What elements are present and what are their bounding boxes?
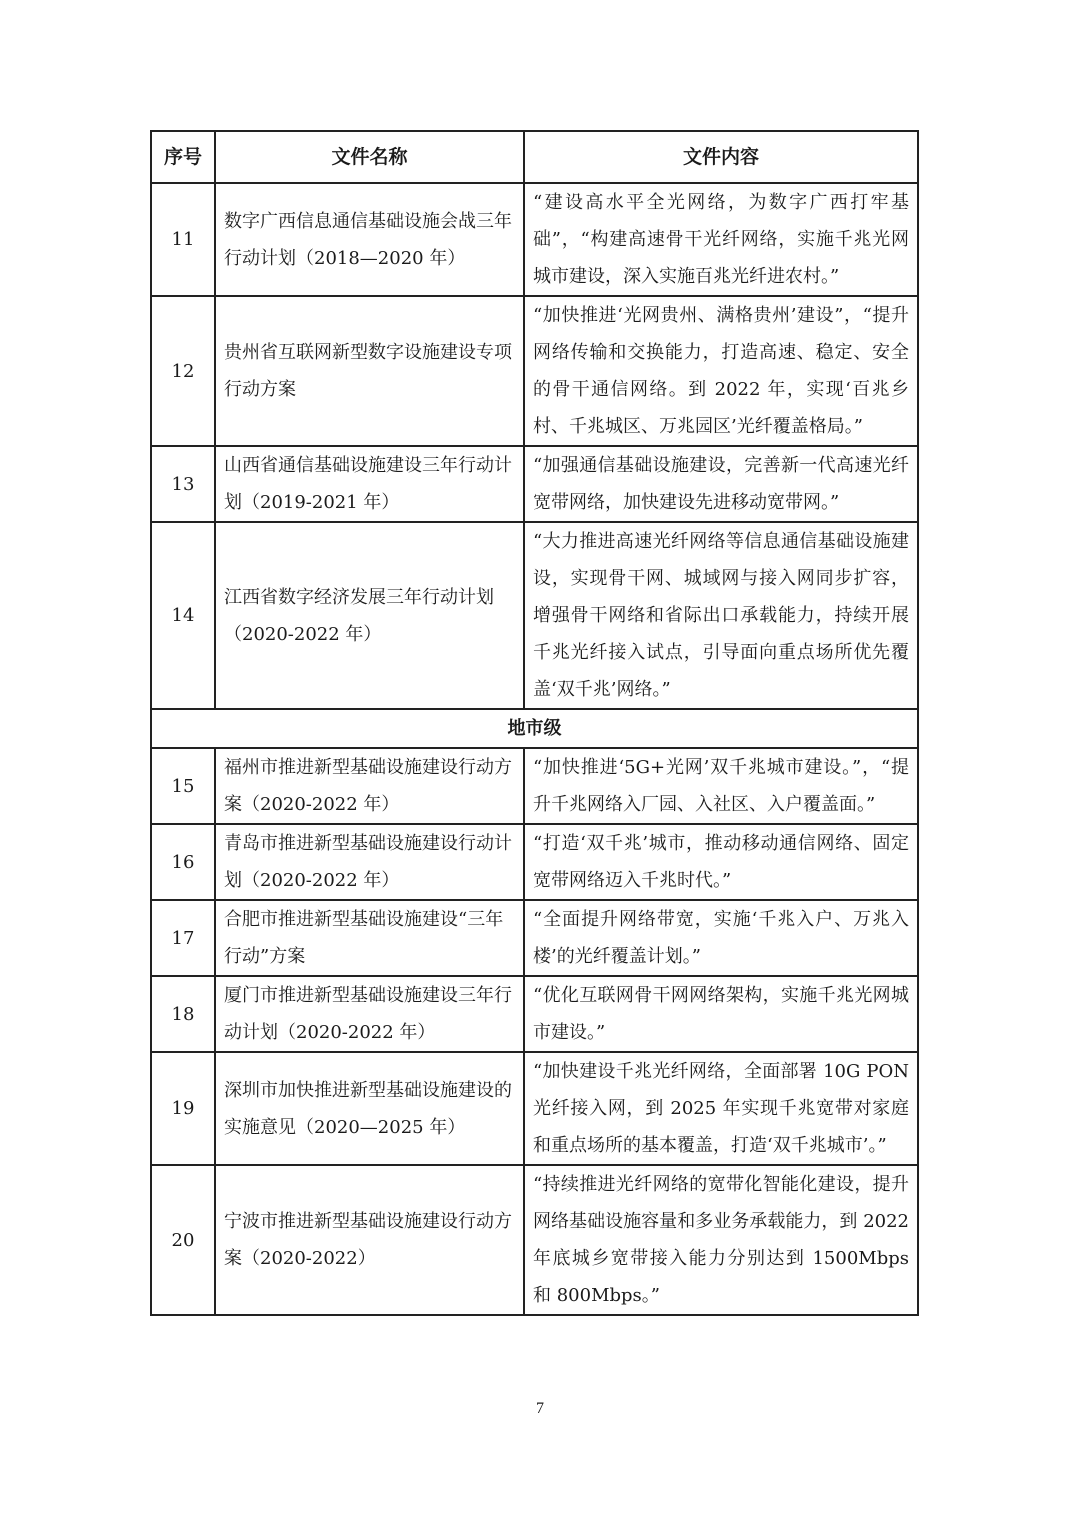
row-number: 20 (151, 1165, 215, 1315)
row-document-content: “持续推进光纤网络的宽带化智能化建设，提升网络基础设施容量和多业务承载能力，到 2022 年底城乡宽带接入能力分别达到 1500Mbps 和 800Mbps。” (524, 1165, 918, 1315)
table-row (151, 1165, 918, 1315)
header-serial-number: 序号 (151, 131, 215, 183)
row-document-name: 数字广西信息通信基础设施会战三年行动计划（2018—2020 年） (215, 183, 524, 296)
row-document-name: 江西省数字经济发展三年行动计划（2020-2022 年） (215, 522, 524, 709)
row-document-content: “加强通信基础设施建设，完善新一代高速光纤宽带网络，加快建设先进移动宽带网。” (524, 446, 918, 522)
row-number: 18 (151, 976, 215, 1052)
row-document-name: 宁波市推进新型基础设施建设行动方案（2020-2022） (215, 1165, 524, 1315)
table-row (151, 522, 918, 709)
row-number: 16 (151, 824, 215, 900)
row-document-content: “大力推进高速光纤网络等信息通信基础设施建设，实现骨干网、城域网与接入网同步扩容，增强骨干网络和省际出口承载能力，持续开展千兆光纤接入试点，引导面向重点场所优先覆盖‘双千兆’网络。” (524, 522, 918, 709)
policy-document-table (150, 130, 919, 1316)
section-label-city-level: 地市级 (151, 709, 918, 748)
page-number: 7 (536, 1400, 544, 1417)
row-number: 17 (151, 900, 215, 976)
row-document-name: 厦门市推进新型基础设施建设三年行动计划（2020-2022 年） (215, 976, 524, 1052)
row-document-name: 青岛市推进新型基础设施建设行动计划（2020-2022 年） (215, 824, 524, 900)
row-document-content: “打造‘双千兆’城市，推动移动通信网络、固定宽带网络迈入千兆时代。” (524, 824, 918, 900)
row-document-name: 福州市推进新型基础设施建设行动方案（2020-2022 年） (215, 748, 524, 824)
table-row (151, 183, 918, 296)
row-document-content: “加快建设千兆光纤网络，全面部署 10G PON 光纤接入网，到 2025 年实现千兆宽带对家庭和重点场所的基本覆盖，打造‘双千兆城市’。” (524, 1052, 918, 1165)
row-document-content: “优化互联网骨干网网络架构，实施千兆光网城市建设。” (524, 976, 918, 1052)
table-row (151, 900, 918, 976)
table-row (151, 976, 918, 1052)
row-document-content: “加快推进‘5G+光网’双千兆城市建设。”，“提升千兆网络入厂园、入社区、入户覆盖面。” (524, 748, 918, 824)
row-number: 14 (151, 522, 215, 709)
table-row (151, 824, 918, 900)
table-row (151, 1052, 918, 1165)
header-document-content: 文件内容 (524, 131, 918, 183)
section-row (151, 709, 918, 748)
row-document-name: 合肥市推进新型基础设施建设“三年行动”方案 (215, 900, 524, 976)
table-row (151, 446, 918, 522)
table-row (151, 748, 918, 824)
row-document-content: “建设高水平全光网络，为数字广西打牢基础”，“构建高速骨干光纤网络，实施千兆光网城市建设，深入实施百兆光纤进农村。” (524, 183, 918, 296)
row-number: 13 (151, 446, 215, 522)
table-header-row (151, 131, 918, 183)
table-body (151, 183, 918, 1315)
row-document-content: “全面提升网络带宽，实施‘千兆入户、万兆入楼’的光纤覆盖计划。” (524, 900, 918, 976)
row-number: 19 (151, 1052, 215, 1165)
row-number: 12 (151, 296, 215, 446)
row-document-name: 山西省通信基础设施建设三年行动计划（2019-2021 年） (215, 446, 524, 522)
row-number: 15 (151, 748, 215, 824)
row-document-content: “加快推进‘光网贵州、满格贵州’建设”，“提升网络传输和交换能力，打造高速、稳定、安全的骨干通信网络。到 2022 年，实现‘百兆乡村、千兆城区、万兆园区’光纤覆盖格局。” (524, 296, 918, 446)
row-number: 11 (151, 183, 215, 296)
row-document-name: 贵州省互联网新型数字设施建设专项行动方案 (215, 296, 524, 446)
table-row (151, 296, 918, 446)
header-document-name: 文件名称 (215, 131, 524, 183)
row-document-name: 深圳市加快推进新型基础设施建设的实施意见（2020—2025 年） (215, 1052, 524, 1165)
